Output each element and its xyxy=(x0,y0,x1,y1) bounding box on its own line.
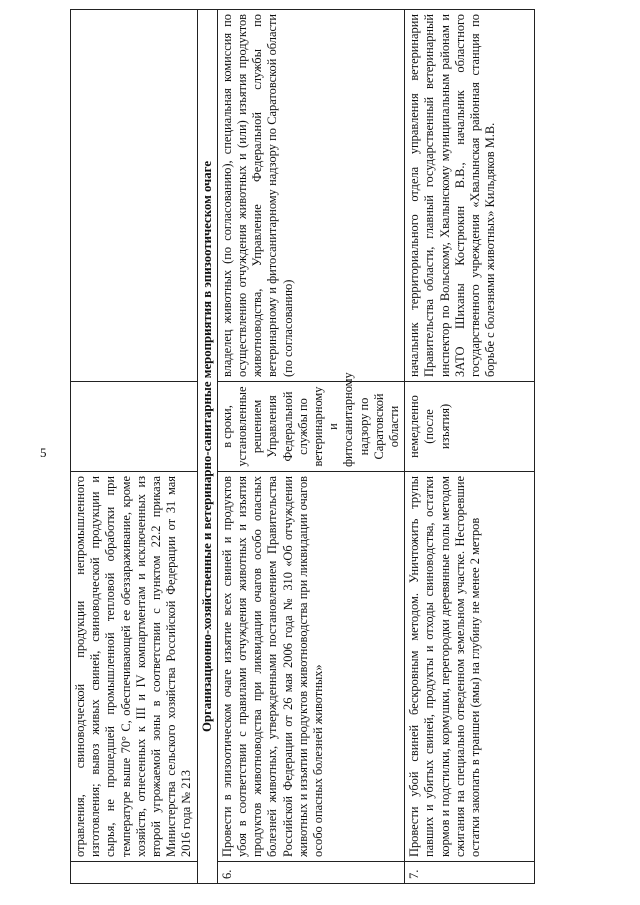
row-number: 7. xyxy=(405,862,535,884)
measures-table xyxy=(70,9,535,884)
measure-text: Провести в эпизоотическом очаге изъятие всех свиней и продуктов убоя в соответствии с правилами отчуждения животных и изъятия продуктов животноводства при ликвидации очагов особо опасных болезней животных, утвержденными постановлением Правительства Российской Федерации от 26 мая 2006 года № 310 «Об отчуждении животных и изъятии продуктов животноводства при ликвидации очагов особо опасных болезней животных» xyxy=(217,472,404,862)
measure-text: Провести убой свиней бескровным методом. Уничтожить трупы павших и убитых свиней, продукты и отходы свиноводства, остатки кормов и подстилки, кормушки, перегородки деревянные полы методом сжигания на специально отведенном земельном участке. Несгоревшие остатки закопать в траншеи (ямы) на глубину не менее 2 метров xyxy=(405,472,535,862)
continued-measure-text: отравления, свиноводческой продукции непромышленного изготовления; вывоз живых свиней, свиноводческой продукции и сырья, не прошедшей промышленной тепловой обработки при температуре выше 70° С, обеспечивающей ее обеззараживание, кроме хозяйств, отнесенных к III и IV компартментам и исключенных из второй угрожаемой зоны в соответствии с пунктом 22.2 приказа Министерства сельского хозяйства Российской Федерации от 31 мая 2016 года № 213 xyxy=(73,476,194,857)
responsible-cell xyxy=(71,10,198,382)
page-number: 5 xyxy=(40,445,47,460)
table-row xyxy=(71,10,198,884)
measure-cell xyxy=(71,472,198,862)
section-heading-row xyxy=(197,10,217,884)
row-number: 6. xyxy=(217,862,404,884)
responsible-text: начальник территориального отдела управления ветеринарии Правительства области, главный государственный ветеринарный инспектор по Вольскому, Хвалынскому муниципальным районам и ЗАТО Шиханы Кострюкин В.В., начальник областного государственного учреждения «Хвалынская районная станция по борьбе с болезнями животных» Кильдяков М.В. xyxy=(405,10,535,382)
responsible-text: владелец животных (по согласованию), специальная комиссия по осуществлению отчуждения животных и (или) изъятия продуктов животноводства, Управление Федеральной службы по ветеринарному и фитосанитарному надзору по Саратовской области (по согласованию) xyxy=(217,10,404,382)
table-row xyxy=(405,10,535,884)
section-heading: Организационно-хозяйственные и ветеринарно-санитарные мероприятия в эпизоотическом очаге xyxy=(197,10,217,884)
term-text: немедленно (после изъятия) xyxy=(405,382,535,472)
table-row xyxy=(217,10,404,884)
rotated-table-container xyxy=(70,10,622,884)
row-number-cell xyxy=(71,862,198,884)
term-text: в сроки, установленные решением Управления Федеральной службы по ветеринарному и фитосанитарному надзору по Саратовской области xyxy=(217,382,404,472)
term-cell xyxy=(71,382,198,472)
